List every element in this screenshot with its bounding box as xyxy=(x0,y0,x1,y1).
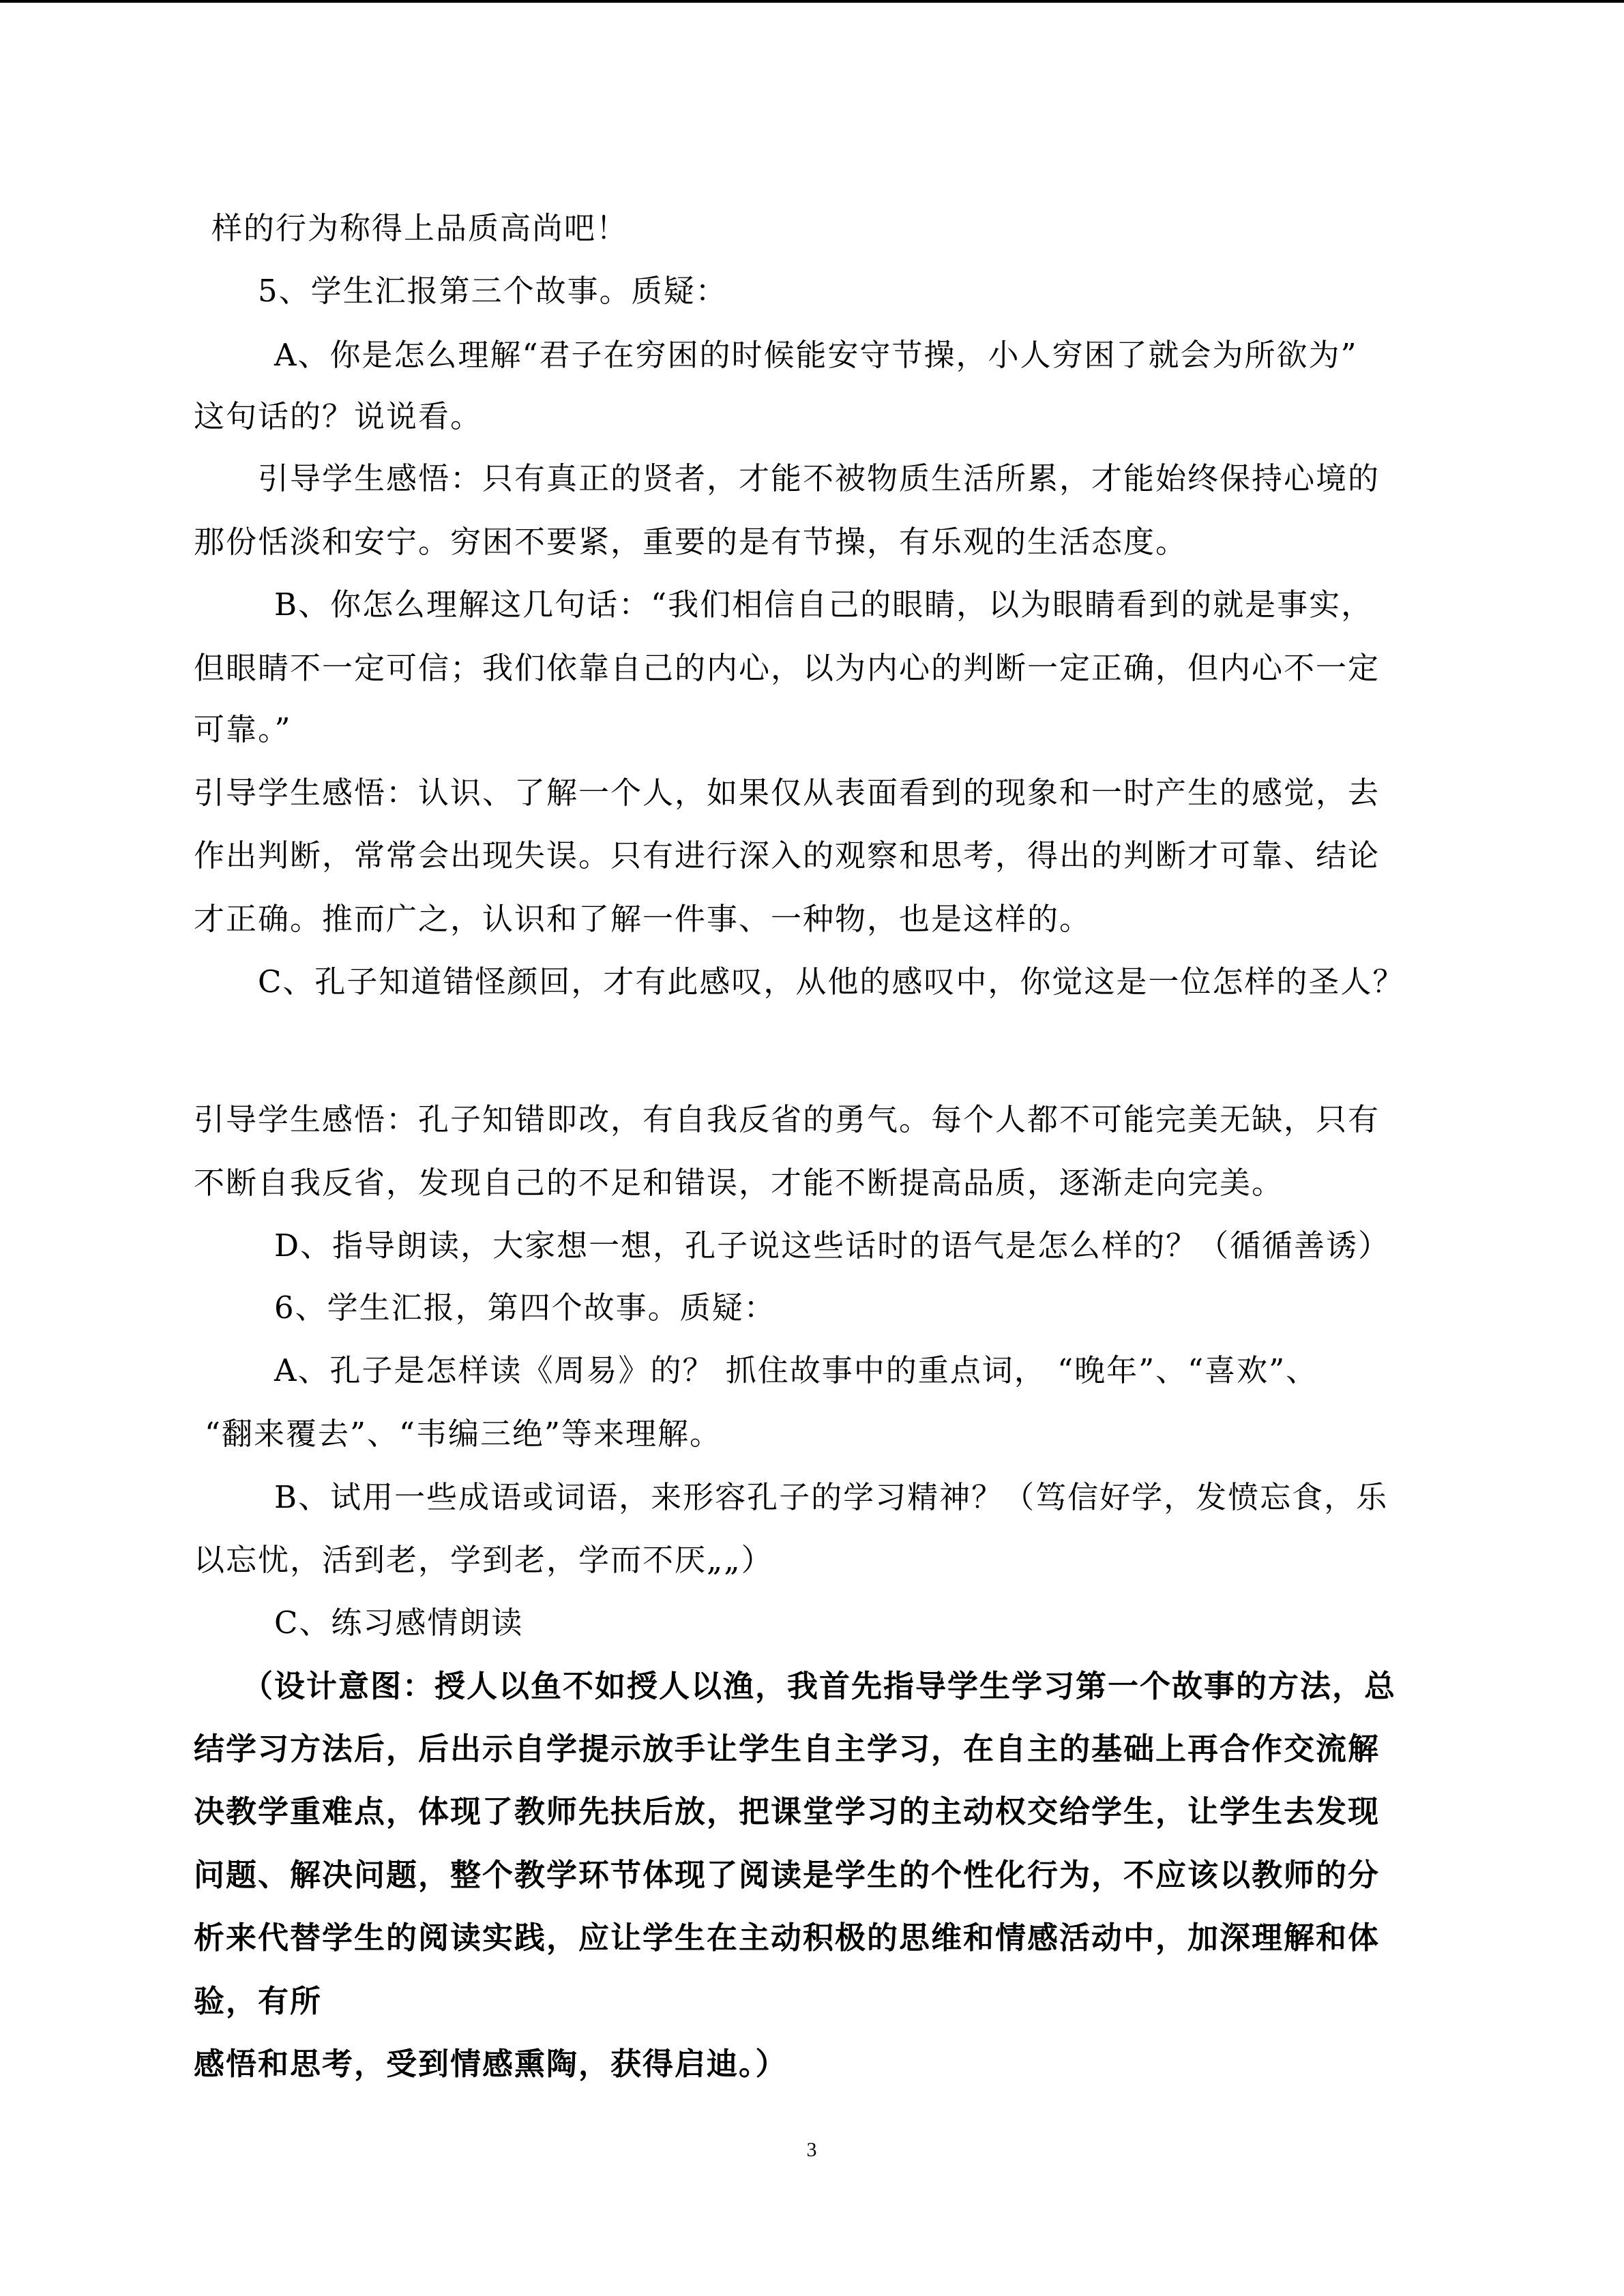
design-intent-line-3: 决教学重难点，体现了教师先扶后放，把课堂学习的主动权交给学生，让学生去发现 xyxy=(194,1793,1381,1830)
text-line-1: 样的行为称得上品质高尚吧！ xyxy=(211,210,629,246)
text-line-12: 才正确。推而广之，认识和了解一件事、一种物，也是这样的。 xyxy=(194,901,1092,937)
text-line-4: 这句话的？说说看。 xyxy=(194,398,483,434)
text-line-13: C、孔子知道错怪颜回，才有此感叹，从他的感叹中，你觉这是一位怎样的圣人？ xyxy=(258,964,1405,1000)
design-intent-line-2: 结学习方法后，后出示自学提示放手让学生自主学习，在自主的基础上再合作交流解 xyxy=(194,1731,1381,1767)
text-line-7: B、你怎么理解这几句话：“我们相信自己的眼睛，以为眼睛看到的就是事实， xyxy=(274,586,1374,623)
text-line-22: C、练习感情朗读 xyxy=(274,1605,524,1641)
text-line-8: 但眼睛不一定可信；我们依靠自己的内心，以为内心的判断一定正确，但内心不一定 xyxy=(194,650,1381,686)
design-intent-line-4: 问题、解决问题，整个教学环节体现了阅读是学生的个性化行为，不应该以教师的分 xyxy=(194,1857,1381,1893)
text-line-21: 以忘忧，活到老，学到老，学而不厌„„） xyxy=(194,1542,773,1578)
text-line-14: 引导学生感悟：孔子知错即改，有自我反省的勇气。每个人都不可能完美无缺，只有 xyxy=(194,1101,1381,1137)
text-line-3: A、你是怎么理解“君子在穷困的时候能安守节操，小人穷困了就会为所欲为” xyxy=(274,337,1358,373)
text-line-6: 那份恬淡和安宁。穷困不要紧，重要的是有节操，有乐观的生活态度。 xyxy=(194,524,1188,560)
text-line-10: 引导学生感悟：认识、了解一个人，如果仅从表面看到的现象和一时产生的感觉，去 xyxy=(194,775,1381,811)
design-intent-line-6: 验，有所 xyxy=(194,1983,323,2019)
text-line-20: B、试用一些成语或词语，来形容孔子的学习精神？（笃信好学，发愤忘食，乐 xyxy=(274,1479,1389,1515)
text-line-16: D、指导朗读，大家想一想，孔子说这些话时的语气是怎么样的？（循循善诱） xyxy=(274,1227,1391,1264)
text-line-17: 6、学生汇报，第四个故事。质疑： xyxy=(274,1289,776,1326)
text-line-2: 5、学生汇报第三个故事。质疑： xyxy=(258,273,728,309)
text-line-15: 不断自我反省，发现自己的不足和错误，才能不断提高品质，逐渐走向完美。 xyxy=(194,1165,1284,1201)
text-line-11: 作出判断，常常会出现失误。只有进行深入的观察和思考，得出的判断才可靠、结论 xyxy=(194,837,1381,874)
text-line-18: A、孔子是怎样读《周易》的？ 抓住故事中的重点词， “晚年”、“喜欢”、 xyxy=(274,1352,1318,1388)
text-line-9: 可靠。” xyxy=(194,711,292,747)
text-line-5: 引导学生感悟：只有真正的贤者，才能不被物质生活所累，才能始终保持心境的 xyxy=(258,460,1381,496)
page-number: 3 xyxy=(806,2138,817,2161)
text-line-19: “翻来覆去”、“韦编三绝”等来理解。 xyxy=(205,1416,722,1452)
design-intent-line-7: 感悟和思考，受到情感熏陶，获得启迪。） xyxy=(194,2046,788,2082)
design-intent-line-5: 析来代替学生的阅读实践，应让学生在主动积极的思维和情感活动中，加深理解和体 xyxy=(194,1920,1381,1956)
design-intent-line-1: （设计意图：授人以鱼不如授人以渔，我首先指导学生学习第一个故事的方法，总 xyxy=(242,1668,1397,1704)
